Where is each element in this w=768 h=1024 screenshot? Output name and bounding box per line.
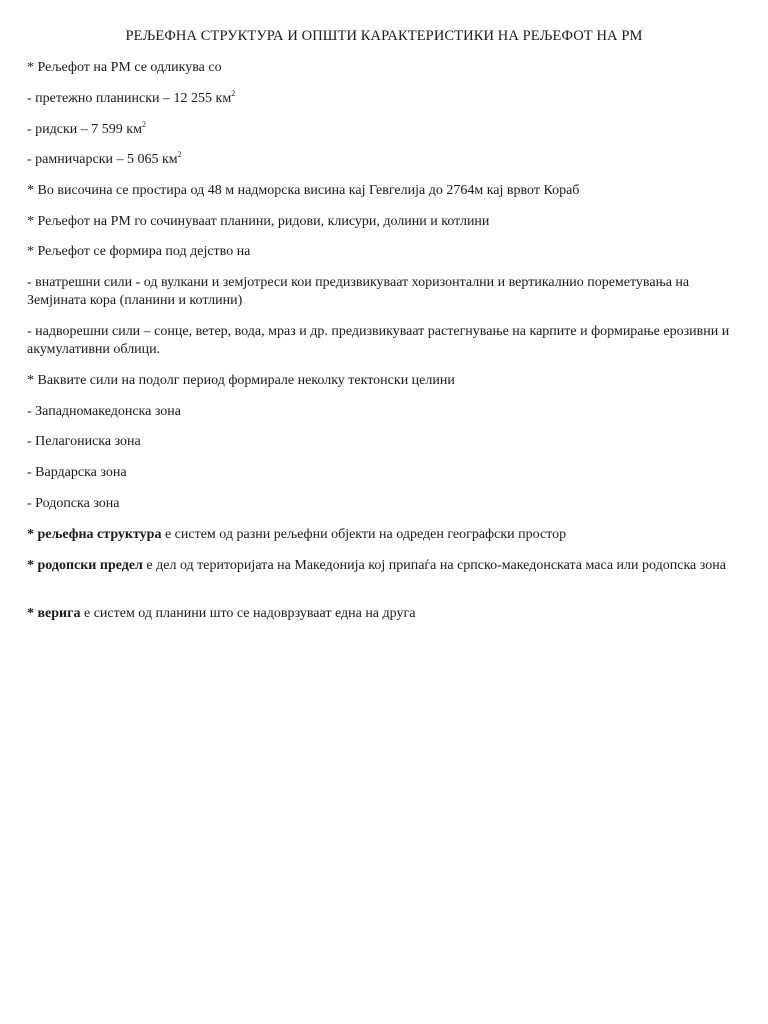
superscript: 2 [141, 120, 146, 129]
paragraph-internal-forces: - внатрешни сили - од вулкани и земјотреси кои предизвикуваат хоризонтални и вертикалнио пореметувања на Земјината кора (планини и котлини) [27, 275, 690, 308]
paragraph-formation: * Рељефот се формира под дејство на [27, 244, 251, 259]
superscript: 2 [231, 89, 236, 98]
definition-term: * верига [27, 606, 81, 621]
paragraph-text: - ридски – 7 599 км [27, 122, 142, 137]
definition-text: е систем од планини што се надоврзуваат една на друга [80, 606, 416, 621]
list-item-rhodope: - Родопска зона [27, 496, 120, 511]
paragraph-hilly [27, 121, 749, 139]
definition-text: е дел од територијата на Македонија кој припаѓа на српско-македонската маса или родопска зона [142, 558, 726, 573]
paragraph-plains [27, 151, 749, 169]
document-title: РЕЉЕФНА СТРУКТУРА И ОПШТИ КАРАКТЕРИСТИКИ НА РЕЉЕФОТ НА РМ [125, 28, 643, 44]
list-item-west-macedonian: - Западномакедонска зона [27, 404, 182, 419]
paragraph-tectonic-units: * Ваквите сили на подолг период формирале неколку тектонски целини [27, 373, 455, 388]
definition-rhodope-region [27, 557, 749, 575]
list-item-vardar: - Вардарска зона [27, 465, 127, 480]
paragraph-mountainous [27, 90, 749, 108]
superscript: 2 [177, 150, 182, 159]
paragraph-composition: * Рељефот на РМ го сочинуваат планини, ридови, клисури, долини и котлини [27, 214, 490, 229]
list-item-pelagonian: - Пелагониска зона [27, 434, 141, 449]
paragraph-text: - рамничарски – 5 065 км [27, 152, 178, 167]
paragraph-relief-intro: * Рељефот на РМ се одликува со [27, 60, 222, 75]
definition-term: * рељефна структура [27, 527, 162, 542]
definition-chain [27, 605, 749, 623]
definition-relief-structure [27, 526, 749, 544]
definition-text: е систем од разни рељефни објекти на одреден географски простор [161, 527, 567, 542]
definition-term: * родопски предел [27, 558, 143, 573]
paragraph-altitude: * Во височина се простира од 48 м надморска висина кај Гевгелија до 2764м кај врвот Кораб [27, 183, 580, 198]
paragraph-external-forces: - надворешни сили – сонце, ветер, вода, мраз и др. предизвикуваат растегнување на карпите и формирање ерозивни и акумулативни облици. [27, 324, 730, 357]
paragraph-text: - претежно планински – 12 255 км [27, 91, 232, 106]
